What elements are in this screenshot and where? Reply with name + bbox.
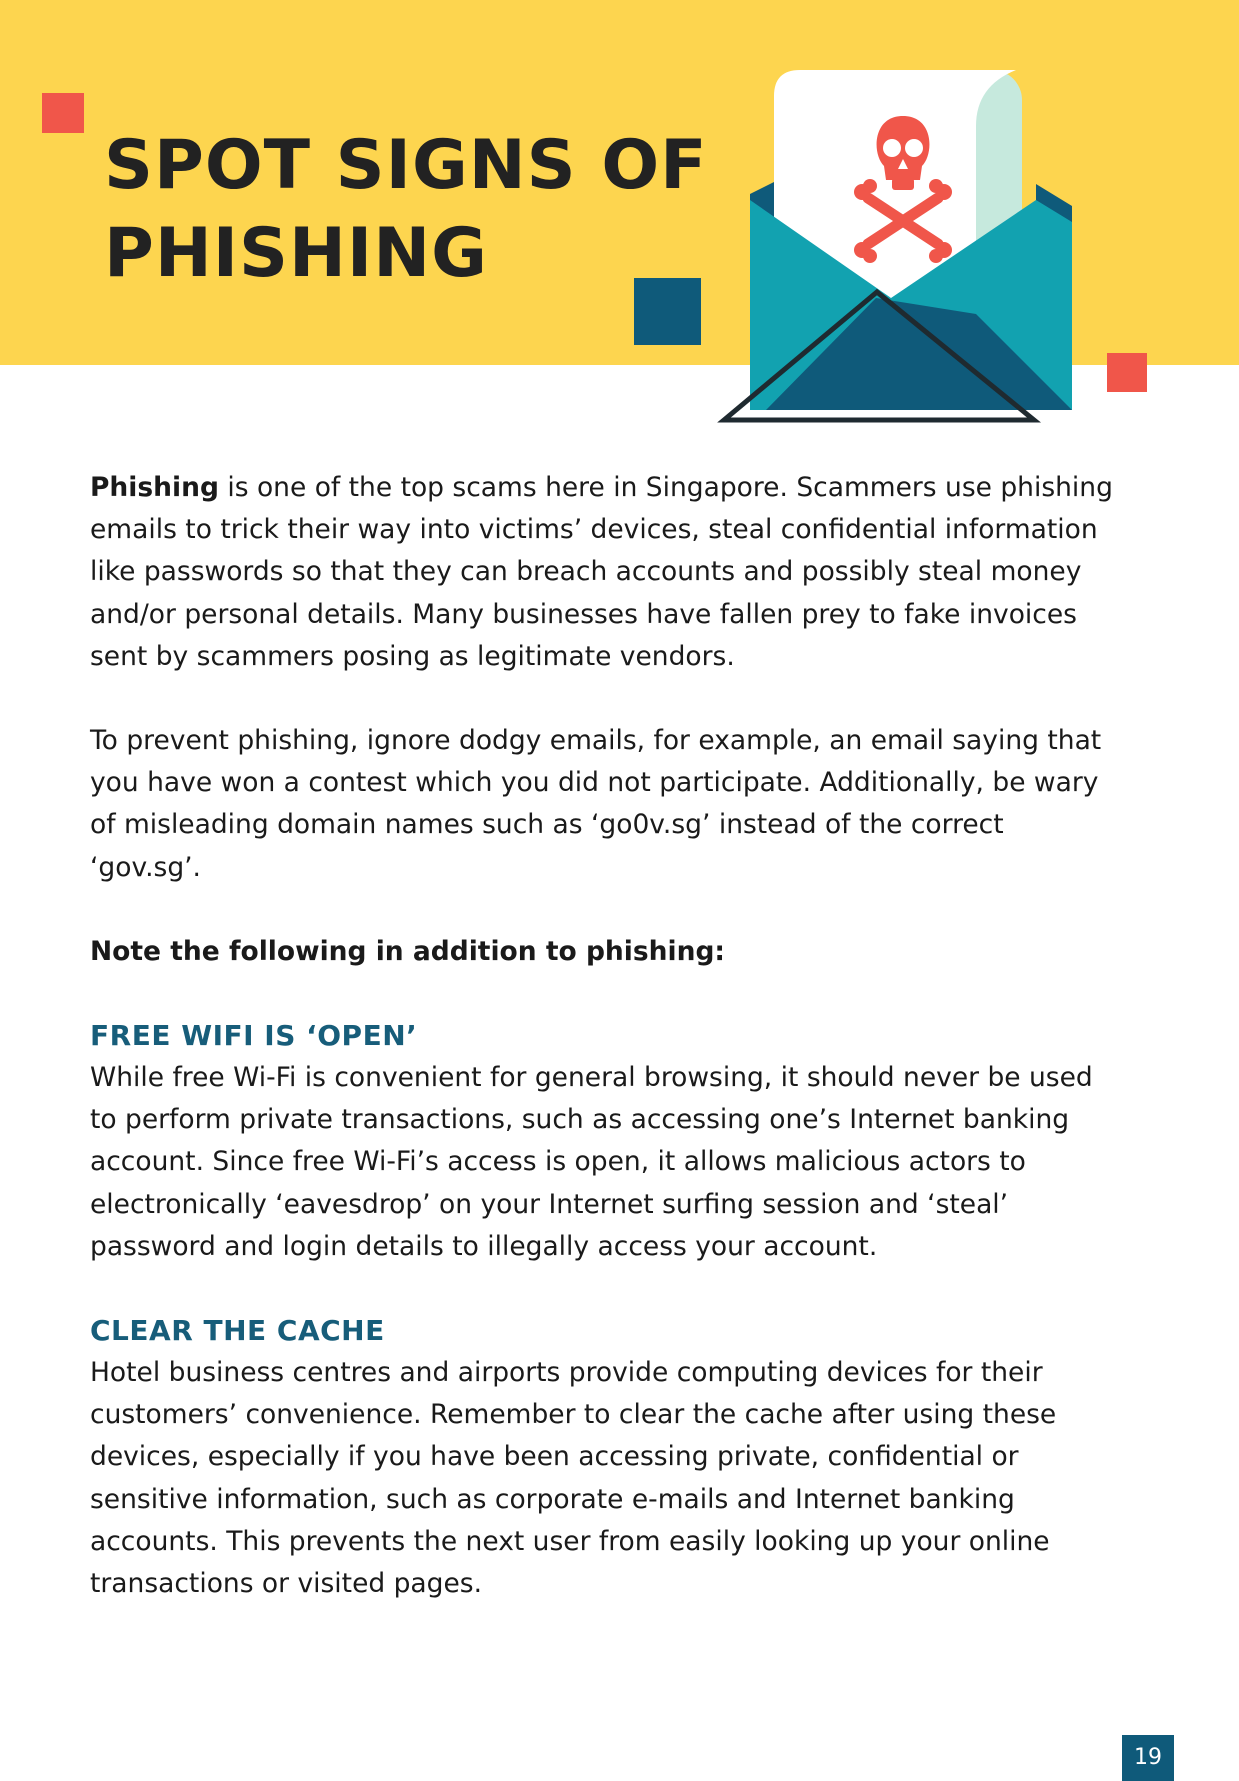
section-text-free-wifi: While free Wi-Fi is convenient for general browsing, it should never be used to perform private transactions, such as accessing one’s Internet banking account. Since free Wi-Fi’s access is open, it allows malicious actors to electronically ‘eavesdrop’ on your Internet surfing session and ‘steal’ password and login details to illegally access your account. — [90, 1062, 1093, 1262]
section-heading-clear-cache: CLEAR THE CACHE — [90, 1314, 385, 1348]
page-title — [104, 122, 708, 298]
section-heading-free-wifi: FREE WIFI IS ‘OPEN’ — [90, 1019, 418, 1053]
envelope-with-skull-and-crossbones-icon — [716, 66, 1116, 426]
intro-bold-lead: Phishing — [90, 472, 219, 503]
title-line-1: SPOT SIGNS OF — [104, 126, 708, 205]
section-text-clear-cache: Hotel business centres and airports provide computing devices for their customers’ convenience. Remember to clear the cache after using these devices, especially if you have been accessing private, confidential or sensitive information, such as corporate e-mails and Internet banking accounts. This prevents the next user from easily looking up your online transactions or visited pages. — [90, 1357, 1057, 1600]
prevent-paragraph: To prevent phishing, ignore dodgy emails, for example, an email saying that you have won a contest which you did not participate. Additionally, be wary of misleading domain names such as ‘go0v.sg’ instead of the correct ‘gov.sg’. — [90, 725, 1102, 883]
page-number: 19 — [1122, 1735, 1174, 1781]
note-heading: Note the following in addition to phishing: — [90, 935, 726, 967]
title-line-2: PHISHING — [104, 214, 488, 293]
body-content — [90, 467, 1120, 1605]
red-square-top-left — [42, 93, 84, 133]
intro-paragraph — [90, 467, 1120, 678]
intro-text: is one of the top scams here in Singapore. Scammers use phishing emails to trick their way into victims’ devices, steal confidential information like passwords so that they can breach accounts and possibly steal money and/or personal details. Many businesses have fallen prey to fake invoices sent by scammers posing as legitimate vendors. — [90, 472, 1113, 672]
